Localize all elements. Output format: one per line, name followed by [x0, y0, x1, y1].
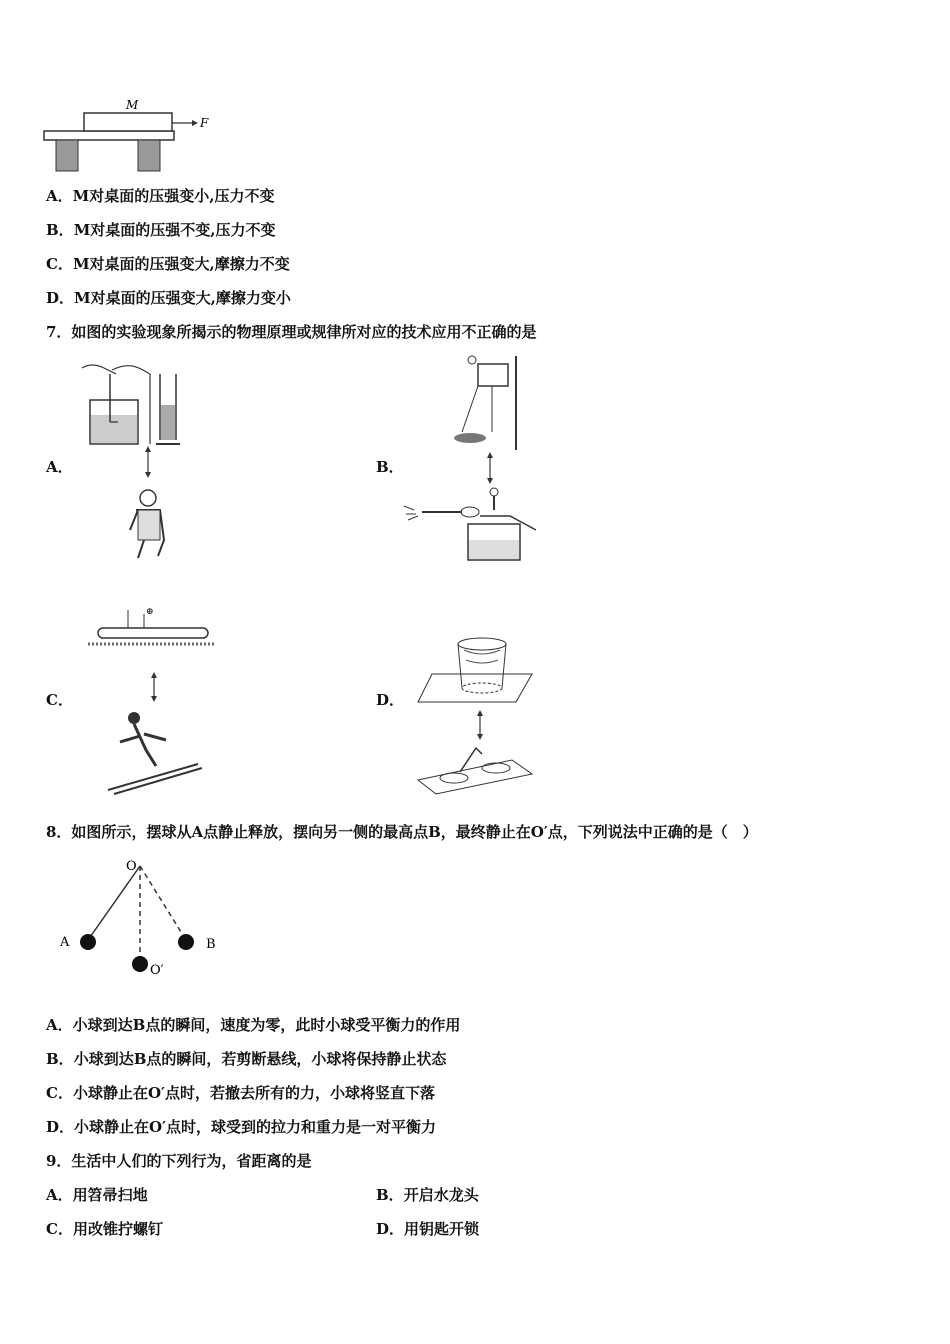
q7-option-c[interactable]: C．	[46, 691, 73, 709]
q7-d-illustration	[404, 630, 544, 800]
pivot-label: O	[126, 859, 137, 874]
q7-option-b[interactable]: B．	[376, 458, 404, 476]
svg-text:⊕: ⊕	[146, 607, 154, 617]
block-m	[84, 113, 172, 131]
q6-option-d[interactable]: D．M对桌面的压强变大,摩擦力变小	[46, 289, 291, 307]
q7-stem: 7．如图的实验现象所揭示的物理原理或规律所对应的技术应用不正确的是	[46, 323, 537, 341]
label-b: B	[206, 937, 216, 952]
q9-stem: 9．生活中人们的下列行为，省距离的是	[46, 1152, 312, 1170]
q7-b-illustration	[400, 354, 560, 574]
q8-option-a[interactable]: A．小球到达B点的瞬间，速度为零，此时小球受平衡力的作用	[46, 1016, 461, 1034]
q7-option-d[interactable]: D．	[376, 691, 405, 709]
q6-option-c[interactable]: C．M对桌面的压强变大,摩擦力不变	[46, 255, 290, 273]
q9-option-b[interactable]: B．开启水龙头	[376, 1186, 479, 1204]
q9-option-d[interactable]: D．用钥匙开锁	[376, 1220, 480, 1238]
q8-stem: 8．如图所示，摆球从A点静止释放，摆向另一侧的最高点B，最终静止在O′点，下列说法中正确的是（ ）	[46, 823, 758, 841]
label-a: A	[60, 935, 70, 950]
q8-option-c[interactable]: C．小球静止在O′点时，若撤去所有的力，小球将竖直下落	[46, 1084, 435, 1102]
q6-option-b[interactable]: B．M对桌面的压强不变,压力不变	[46, 221, 276, 239]
ball-b	[178, 934, 194, 950]
q6-table-figure	[44, 96, 224, 176]
force-label: F	[200, 116, 209, 130]
q8-option-b[interactable]: B．小球到达B点的瞬间，若剪断悬线，小球将保持静止状态	[46, 1050, 447, 1068]
mass-label: M	[126, 98, 139, 112]
q8-pendulum-figure	[56, 854, 236, 984]
q9-option-a[interactable]: A．用笤帚扫地	[46, 1186, 148, 1204]
label-o-prime: O′	[150, 963, 164, 978]
ball-o-prime	[132, 956, 148, 972]
q9-option-c[interactable]: C．用改锥拧螺钉	[46, 1220, 163, 1238]
q8-option-d[interactable]: D．小球静止在O′点时，球受到的拉力和重力是一对平衡力	[46, 1118, 437, 1136]
ball-a	[80, 934, 96, 950]
q7-a-illustration	[72, 360, 202, 570]
q6-option-a[interactable]: A．M对桌面的压强变小,压力不变	[46, 187, 275, 205]
q7-option-a[interactable]: A．	[46, 458, 73, 476]
q7-c-illustration	[84, 600, 224, 800]
